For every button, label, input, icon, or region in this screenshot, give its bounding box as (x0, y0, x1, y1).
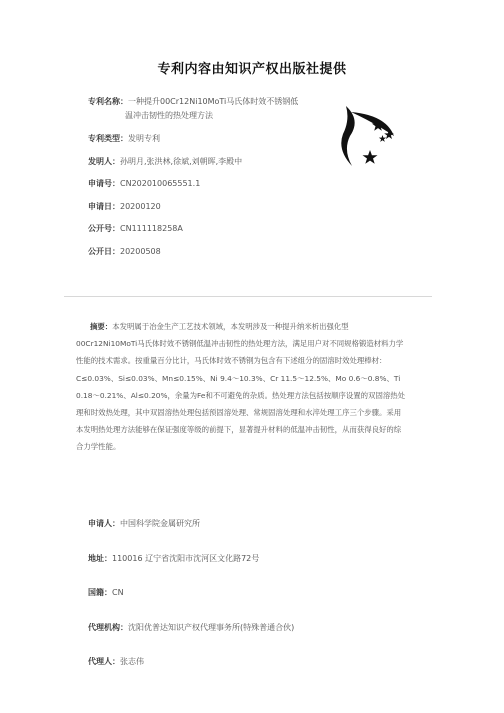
patent-name-value-cont: 温冲击韧性的热处理方法 (125, 111, 213, 120)
patent-name-value: 一种提升00Cr12Ni10MoTi马氏体时效不锈钢低 (128, 97, 299, 106)
abstract-line (76, 318, 432, 335)
page-title: 专利内容由知识产权出版社提供 (157, 62, 347, 77)
address-row (88, 553, 418, 564)
abstract-text-2: 00Cr12Ni10MoTi马氏体时效不锈钢低温冲击韧性的热处理方法，满足用户对不同规格锻造材料力学 (76, 339, 404, 349)
inventor-label: 发明人： (88, 156, 120, 166)
agency-row (88, 622, 418, 633)
publication-date-row (88, 246, 408, 257)
application-date-row (88, 201, 408, 212)
patent-type-label: 专利类型： (88, 134, 128, 143)
patent-name-label: 专利名称： (88, 97, 128, 106)
inventor-value: 孙明月,张洪林,徐斌,刘朝晖,李殿中 (120, 156, 243, 166)
application-number-row (88, 178, 408, 189)
abstract-text-4: C≤0.03%、Si≤0.03%、Mn≤0.15%、Ni 9.4～10.3%、Cr 11.5～12.5%、Mo 0.6～0.8%、Ti (76, 373, 401, 383)
publication-number-label: 公开号： (88, 224, 120, 234)
abstract-text-3: 性能的技术需求。按重量百分比计，马氏体时效不锈钢为包含有下述组分的固溶时效处理棒材： (76, 356, 387, 366)
abstract-text-6: 理和时效热处理，其中双固溶热处理包括预固溶处理、常规固溶处理和水淬处理工序三个步骤。采用 (76, 408, 402, 418)
agent-label: 代理人： (88, 657, 120, 667)
country-value: CN (112, 588, 124, 598)
abstract-text-5: 0.18～0.21%、Al≤0.20%，余量为Fe和不可避免的杂质。热处理方法包括按顺序设置的双固溶热处 (76, 390, 406, 400)
applicant-row (88, 518, 418, 529)
address-label: 地址： (88, 553, 112, 563)
application-date-label: 申请日： (88, 201, 120, 211)
applicant-value: 中国科学院金属研究所 (120, 519, 200, 528)
abstract-text-7: 本发明热处理方法能够在保证强度等级的前提下，显著提升材料的低温冲击韧性，从而获得良好的综 (76, 425, 402, 435)
address-value: 110016 辽宁省沈阳市沈河区文化路72号 (112, 553, 260, 563)
abstract-label: 摘要： (90, 322, 113, 331)
application-number-label: 申请号： (88, 179, 120, 189)
abstract-text-8: 合力学性能。 (76, 442, 121, 452)
agency-label: 代理机构： (88, 622, 128, 632)
sipo-logo-icon (334, 106, 424, 168)
agent-row (88, 656, 418, 667)
application-date-value: 20200120 (120, 201, 161, 211)
application-number-value: CN202010065551.1 (120, 179, 201, 189)
applicant-info (88, 518, 418, 691)
country-row (88, 587, 418, 598)
publication-date-value: 20200508 (120, 246, 161, 256)
section-divider (64, 296, 432, 297)
country-label: 国籍： (88, 588, 112, 598)
abstract-section (76, 318, 432, 456)
patent-type-value: 发明专利 (128, 134, 160, 143)
agency-value: 沈阳优普达知识产权代理事务所(特殊普通合伙) (128, 622, 295, 632)
publication-number-row (88, 223, 408, 234)
publication-number-value: CN111118258A (120, 224, 183, 234)
agent-value: 张志伟 (120, 657, 144, 667)
publication-date-label: 公开日： (88, 246, 120, 256)
applicant-label: 申请人： (88, 519, 120, 528)
abstract-text-1: 本发明属于冶金生产工艺技术领域，本发明涉及一种提升纳米析出强化型 (112, 322, 349, 331)
